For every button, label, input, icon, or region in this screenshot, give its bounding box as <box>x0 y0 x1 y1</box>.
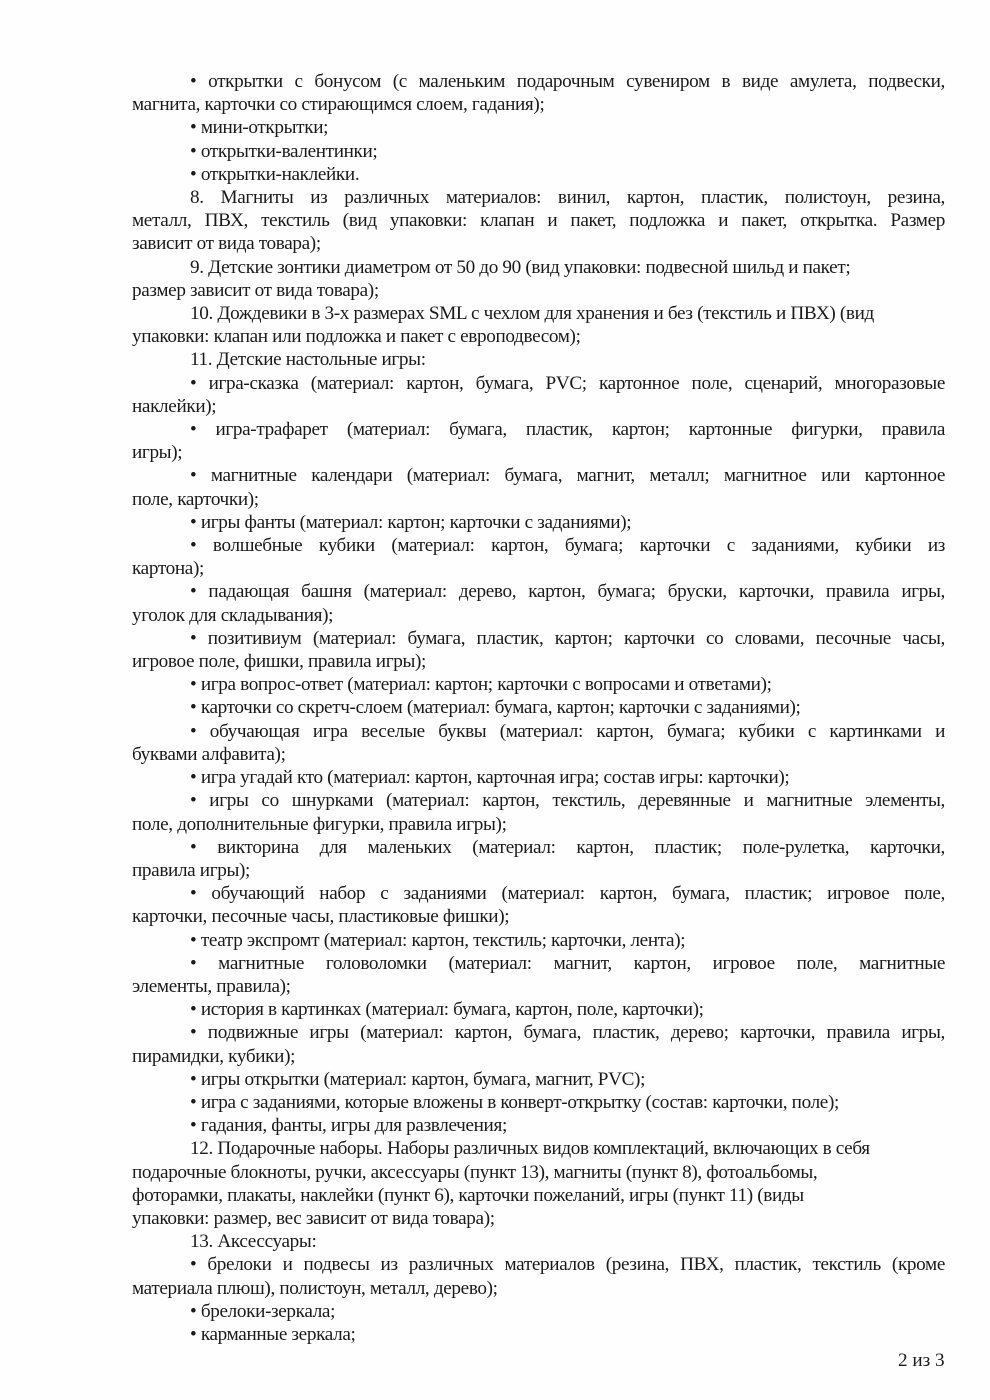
paragraph-first-line: • игра с заданиями, которые вложены в конверт-открытку (состав: карточки, поле); <box>190 1091 839 1113</box>
bullet-paragraph <box>132 511 945 534</box>
paragraph-line: зависит от вида товара); <box>132 233 321 255</box>
bullet-paragraph <box>132 580 945 626</box>
numbered-paragraph <box>132 1137 945 1230</box>
bullet-paragraph <box>132 673 945 696</box>
paragraph-first-line: • игры фанты (материал: картон; карточки с заданиями); <box>190 511 632 533</box>
bullet-paragraph <box>132 534 945 580</box>
paragraph-line: элементы, правила); <box>132 975 291 997</box>
paragraph-first-line: • обучающий набор с заданиями (материал: картон, бумага, пластик; игровое поле, <box>190 883 945 905</box>
paragraph-first-line: • падающая башня (материал: дерево, картон, бумага; бруски, карточки, правила игры, <box>190 581 945 603</box>
paragraph-first-line: • позитивиум (материал: бумага, пластик, картон; карточки со словами, песочные часы, <box>190 627 945 649</box>
paragraph-line: магнита, карточки со стирающимся слоем, гадания); <box>132 94 545 116</box>
bullet-paragraph <box>132 836 945 882</box>
bullet-paragraph <box>132 952 945 998</box>
paragraph-first-line: • театр экспромт (материал: картон, текстиль; карточки, лента); <box>190 929 686 951</box>
paragraph-line: материала плюш), полистоун, металл, дерево); <box>132 1277 498 1299</box>
paragraph-first-line: • карманные зеркала; <box>190 1323 356 1345</box>
paragraph-first-line: • магнитные календари (материал: бумага, магнит, металл; магнитное или картонное <box>190 465 945 487</box>
bullet-paragraph <box>132 720 945 766</box>
bullet-paragraph <box>132 116 945 139</box>
paragraph-first-line: • мини-открытки; <box>190 117 329 139</box>
paragraph-line: правила игры); <box>132 859 251 881</box>
numbered-paragraph <box>132 256 945 302</box>
paragraph-line: поле, дополнительные фигурки, правила игры); <box>132 813 507 835</box>
bullet-paragraph <box>132 998 945 1021</box>
paragraph-line: упаковки: клапан или подложка и пакет с европодвесом); <box>132 326 581 348</box>
paragraph-first-line: • история в картинках (материал: бумага, картон, поле, карточки); <box>190 999 704 1021</box>
bullet-paragraph <box>132 1068 945 1091</box>
paragraph-first-line: • открытки-валентинки; <box>190 140 378 162</box>
paragraph-line: поле, карточки); <box>132 488 259 510</box>
paragraph-first-line: • брелоки и подвесы из различных материалов (резина, ПВХ, пластик, текстиль (кроме <box>190 1254 945 1276</box>
paragraph-line: наклейки); <box>132 395 217 417</box>
bullet-paragraph <box>132 1300 945 1323</box>
numbered-paragraph <box>132 1230 945 1253</box>
paragraph-line: буквами алфавита); <box>132 743 286 765</box>
paragraph-first-line: • волшебные кубики (материал: картон, бумага; карточки с заданиями, кубики из <box>190 535 945 557</box>
paragraph-line: пирамидки, кубики); <box>132 1045 296 1067</box>
paragraph-line: уголок для складывания); <box>132 604 334 626</box>
bullet-paragraph <box>132 882 945 928</box>
paragraph-line: размер зависит от вида товара); <box>132 279 379 301</box>
bullet-paragraph <box>132 140 945 163</box>
paragraph-first-line: • игры со шнурками (материал: картон, текстиль, деревянные и магнитные элементы, <box>190 790 945 812</box>
paragraph-first-line: • игра-сказка (материал: картон, бумага, PVC; картонное поле, сценарий, многоразовые <box>190 372 945 394</box>
paragraph-line: картона); <box>132 558 204 580</box>
bullet-paragraph <box>132 70 945 116</box>
paragraph-first-line: • игры открытки (материал: картон, бумага, магнит, PVC); <box>190 1068 646 1090</box>
paragraph-first-line: • открытки-наклейки. <box>190 163 360 185</box>
paragraph-first-line: 13. Аксессуары: <box>190 1231 317 1253</box>
paragraph-line: карточки, песочные часы, пластиковые фишки); <box>132 906 510 928</box>
bullet-paragraph <box>132 1091 945 1114</box>
bullet-paragraph <box>132 1323 945 1346</box>
paragraph-line: фоторамки, плакаты, наклейки (пункт 6), карточки пожеланий, игры (пункт 11) (виды <box>132 1184 804 1206</box>
document-body <box>132 70 945 1346</box>
paragraph-line: упаковки: размер, вес зависит от вида товара); <box>132 1207 495 1229</box>
bullet-paragraph <box>132 418 945 464</box>
bullet-paragraph <box>132 1114 945 1137</box>
bullet-paragraph <box>132 929 945 952</box>
bullet-paragraph <box>132 1021 945 1067</box>
numbered-paragraph <box>132 348 945 371</box>
paragraph-first-line: • игра угадай кто (материал: картон, карточная игра; состав игры: карточки); <box>190 767 790 789</box>
page-number: 2 из 3 <box>898 1350 945 1371</box>
bullet-paragraph <box>132 696 945 719</box>
paragraph-first-line: 10. Дождевики в 3-х размерах SML с чехлом для хранения и без (текстиль и ПВХ) (вид <box>190 303 874 325</box>
paragraph-line: игры); <box>132 442 183 464</box>
paragraph-first-line: • игра вопрос-ответ (материал: картон; карточки с вопросами и ответами); <box>190 674 772 696</box>
paragraph-first-line: • брелоки-зеркала; <box>190 1300 336 1322</box>
paragraph-first-line: 11. Детские настольные игры: <box>190 349 426 371</box>
bullet-paragraph <box>132 163 945 186</box>
paragraph-first-line: • открытки с бонусом (с маленьким подарочным сувениром в виде амулета, подвески, <box>190 71 945 92</box>
paragraph-first-line: • обучающая игра веселые буквы (материал: картон, бумага; кубики с картинками и <box>190 720 945 742</box>
paragraph-first-line: • подвижные игры (материал: картон, бумага, пластик, дерево; карточки, правила игры, <box>190 1022 945 1044</box>
bullet-paragraph <box>132 789 945 835</box>
paragraph-line: игровое поле, фишки, правила игры); <box>132 651 427 673</box>
paragraph-first-line: • магнитные головоломки (материал: магнит, картон, игровое поле, магнитные <box>190 952 945 974</box>
paragraph-first-line: • гадания, фанты, игры для развлечения; <box>190 1115 507 1137</box>
paragraph-first-line: 9. Детские зонтики диаметром от 50 до 90 (вид упаковки: подвесной шильд и пакет; <box>190 256 851 278</box>
bullet-paragraph <box>132 464 945 510</box>
paragraph-first-line: 8. Магниты из различных материалов: винил, картон, пластик, полистоун, резина, <box>190 187 945 209</box>
bullet-paragraph <box>132 627 945 673</box>
paragraph-first-line: • викторина для маленьких (материал: картон, пластик; поле-рулетка, карточки, <box>190 836 945 858</box>
paragraph-first-line: • карточки со скретч-слоем (материал: бумага, картон; карточки с заданиями); <box>190 697 801 719</box>
bullet-paragraph <box>132 1253 945 1299</box>
paragraph-first-line: 12. Подарочные наборы. Наборы различных видов комплектаций, включающих в себя <box>190 1138 870 1160</box>
paragraph-line: металл, ПВХ, текстиль (вид упаковки: клапан и пакет, подложка и пакет, открытка. Размер <box>132 210 945 232</box>
paragraph-first-line: • игра-трафарет (материал: бумага, пластик, картон; картонные фигурки, правила <box>190 419 945 441</box>
paragraph-line: подарочные блокноты, ручки, аксессуары (пункт 13), магниты (пункт 8), фотоальбомы, <box>132 1161 818 1183</box>
bullet-paragraph <box>132 766 945 789</box>
numbered-paragraph <box>132 186 945 256</box>
bullet-paragraph <box>132 372 945 418</box>
numbered-paragraph <box>132 302 945 348</box>
